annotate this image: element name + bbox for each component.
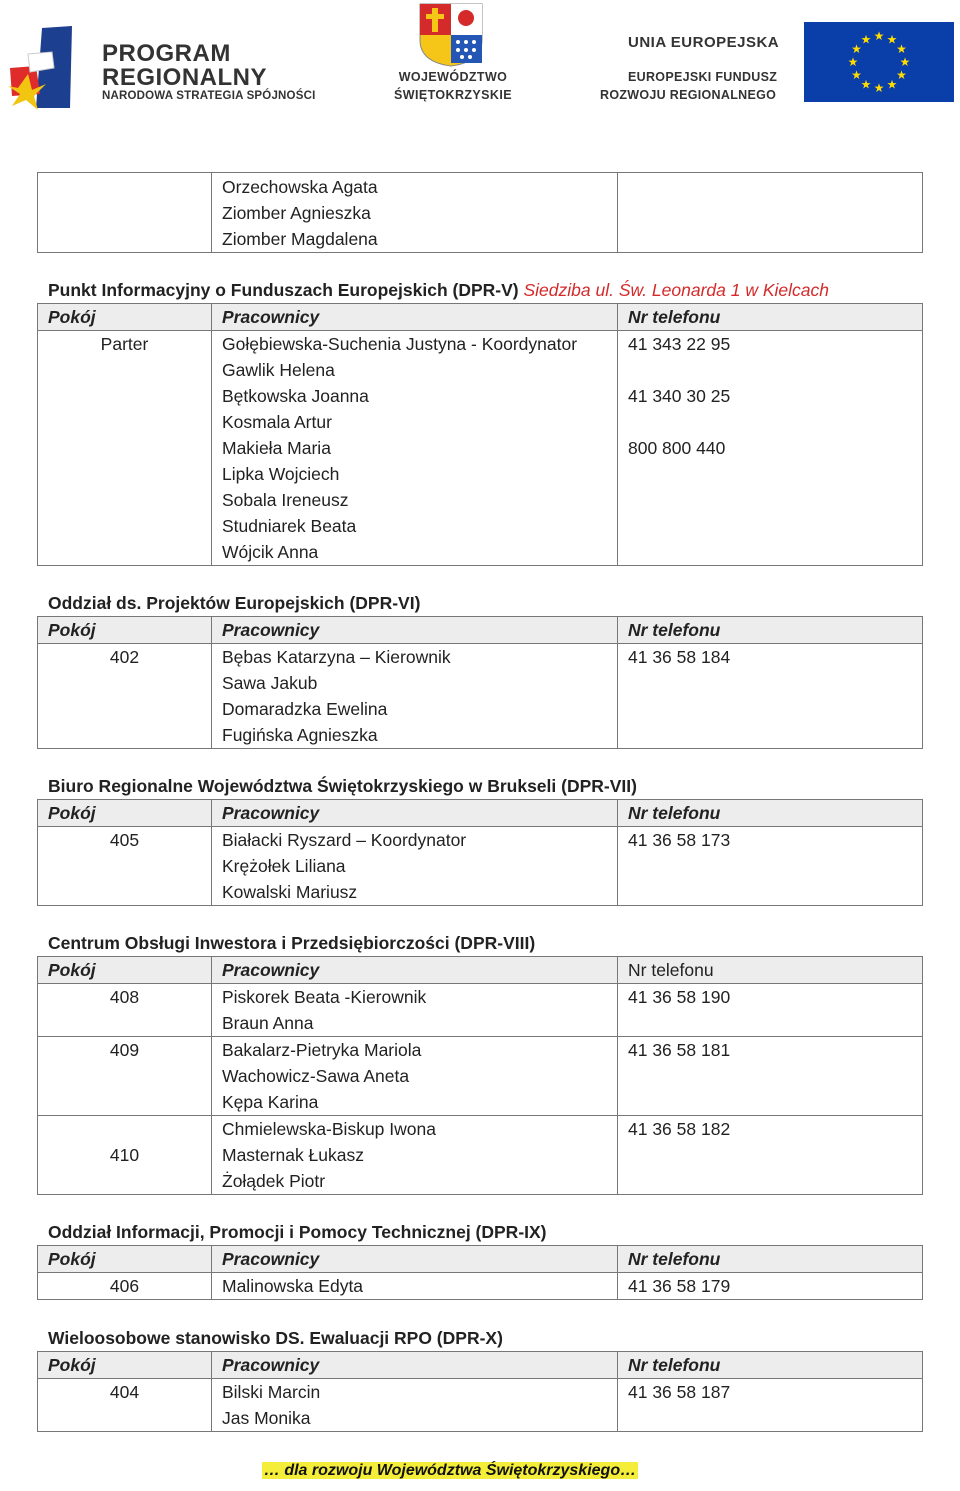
section-title-dpr-vi: Oddział ds. Projektów Europejskich (DPR-VI) [48,593,421,613]
table-row [38,1273,923,1300]
table-dpr-ix [37,1245,923,1300]
staff-name: Fugińska Agnieszka [222,725,378,745]
room-cell: 409 [38,1037,212,1116]
table-header-row [38,1352,923,1379]
section-title-dpr-x: Wieloosobowe stanowisko DS. Ewaluacji RPO (DPR-X) [48,1328,503,1348]
staff-cell [212,1037,618,1116]
phone-cell [618,173,923,253]
staff-cell [212,1116,618,1195]
phone-cell: 41 36 58 190 [618,984,923,1037]
phone-cell [618,331,923,566]
program-logo-line2: REGIONALNY [102,64,268,91]
region-logo-line1: WOJEWÓDZTWO [398,70,508,84]
staff-name: Kosmala Artur [222,412,332,432]
eu-star-icon: ★ [896,68,907,82]
phone-number: 800 800 440 [628,438,726,458]
table-dpr-v [37,303,923,566]
table-dpr-vi [37,616,923,749]
staff-cell [212,173,618,253]
staff-name: Chmielewska-Biskup Iwona [222,1119,436,1139]
staff-cell [212,984,618,1037]
staff-name: Orzechowska Agata [222,177,378,197]
staff-cell [212,331,618,566]
header-staff: Pracownicy [212,800,618,827]
section-title-dpr-v [48,277,829,303]
staff-name: Białacki Ryszard – Koordynator [222,830,467,850]
eu-logo-line1: UNIA EUROPEJSKA [628,34,780,51]
staff-name: Bętkowska Joanna [222,386,369,406]
table-row [38,173,923,253]
header-staff: Pracownicy [212,1352,618,1379]
header-room: Pokój [38,304,212,331]
phone-cell: 41 36 58 187 [618,1379,923,1432]
room-cell: 406 [38,1273,212,1300]
staff-name: Braun Anna [222,1013,314,1033]
header-staff: Pracownicy [212,304,618,331]
header-room: Pokój [38,800,212,827]
room-cell: 410 [38,1116,212,1195]
program-logo-line3: NARODOWA STRATEGIA SPÓJNOŚCI [102,90,316,102]
eu-star-icon: ★ [873,81,885,95]
eu-flag-icon [804,22,954,102]
header-staff: Pracownicy [212,1246,618,1273]
staff-name: Żołądek Piotr [222,1171,326,1191]
staff-name: Wachowicz-Sawa Aneta [222,1066,410,1086]
eu-star-icon: ★ [860,77,872,92]
header-room: Pokój [38,617,212,644]
table-dpr-viii [37,956,923,1195]
eu-star-icon: ★ [873,29,885,43]
table-row [38,827,923,906]
table-row [38,1037,923,1116]
table-dpr-vii [37,799,923,906]
table-row [38,1379,923,1432]
table-row [38,1116,923,1195]
section-title-dpr-viii: Centrum Obsługi Inwestora i Przedsiębiorczości (DPR-VIII) [48,933,536,953]
table-dpr-x [37,1351,923,1432]
eu-logo [596,22,956,104]
eu-logo-line2: EUROPEJSKI FUNDUSZ [628,70,778,84]
staff-name: Bakalarz-Pietryka Mariola [222,1040,422,1060]
eu-star-icon: ★ [851,68,862,82]
eu-star-icon: ★ [886,77,898,92]
phone-cell: 41 36 58 184 [618,644,923,749]
phone-cell: 41 36 58 181 [618,1037,923,1116]
eu-star-icon: ★ [847,55,859,69]
program-logo-line1: PROGRAM [102,40,231,67]
header-room: Pokój [38,1246,212,1273]
eu-logo-line3: ROZWOJU REGIONALNEGO [600,88,777,102]
phone-number: 41 340 30 25 [628,386,731,406]
table-header-row [38,800,923,827]
eu-star-icon: ★ [886,32,898,47]
header-staff: Pracownicy [212,957,618,984]
staff-name: Masternak Łukasz [222,1145,365,1165]
table-header-row [38,957,923,984]
table-header-row [38,1246,923,1273]
header-staff: Pracownicy [212,617,618,644]
footer-slogan [0,1462,900,1480]
staff-name: Domaradzka Ewelina [222,699,388,719]
header-phone: Nr telefonu [618,617,923,644]
staff-name: Studniarek Beata [222,516,357,536]
table-row [38,331,923,566]
room-cell: 404 [38,1379,212,1432]
header-phone: Nr telefonu [618,1352,923,1379]
staff-name: Piskorek Beata -Kierownik [222,987,427,1007]
staff-name: Jas Monika [222,1408,311,1428]
section-title-dpr-ix: Oddział Informacji, Promocji i Pomocy Technicznej (DPR-IX) [48,1222,547,1242]
staff-name: Makieła Maria [222,438,331,458]
section-location-text: Siedziba ul. Św. Leonarda 1 w Kielcach [523,280,829,300]
staff-name: Gołębiewska-Suchenia Justyna - Koordynator [222,334,578,354]
staff-name: Sawa Jakub [222,673,318,693]
table-row [38,644,923,749]
footer-text: … dla rozwoju Województwa Świętokrzyskiego… [263,1462,637,1479]
staff-name: Lipka Wojciech [222,464,340,484]
room-cell: 405 [38,827,212,906]
header-phone: Nr telefonu [618,800,923,827]
phone-cell: 41 36 58 179 [618,1273,923,1300]
staff-cell [212,644,618,749]
eu-star-icon: ★ [899,55,911,69]
staff-name: Sobala Ireneusz [222,490,349,510]
staff-name: Krężołek Liliana [222,856,346,876]
program-regionalny-emblem-icon [6,24,96,110]
header-room: Pokój [38,957,212,984]
eu-star-icon: ★ [851,42,862,56]
table-row [38,984,923,1037]
section-title-dpr-vii: Biuro Regionalne Województwa Świętokrzyskiego w Brukseli (DPR-VII) [48,776,637,796]
program-regionalny-logo [6,24,336,110]
header-phone: Nr telefonu [618,957,923,984]
header-phone: Nr telefonu [618,304,923,331]
staff-name: Bilski Marcin [222,1382,321,1402]
room-cell [38,173,212,253]
staff-name: Bębas Katarzyna – Kierownik [222,647,451,667]
staff-name: Ziomber Magdalena [222,229,378,249]
eu-star-icon: ★ [860,32,872,47]
region-logo-line2: ŚWIĘTOKRZYSKIE [394,88,512,102]
phone-cell: 41 36 58 182 [618,1116,923,1195]
staff-name: Gawlik Helena [222,360,335,380]
table-header-row [38,617,923,644]
room-cell: 402 [38,644,212,749]
table-header-row [38,304,923,331]
header-room: Pokój [38,1352,212,1379]
staff-name: Ziomber Agnieszka [222,203,371,223]
phone-number: 41 343 22 95 [628,334,731,354]
header-phone: Nr telefonu [618,1246,923,1273]
staff-cell: Malinowska Edyta [212,1273,618,1300]
room-cell: 408 [38,984,212,1037]
coat-of-arms-icon [418,2,484,68]
staff-cell [212,827,618,906]
staff-name: Kowalski Mariusz [222,882,358,902]
room-cell: Parter [38,331,212,566]
eu-star-icon: ★ [896,42,907,56]
wojewodztwo-logo [388,2,518,106]
staff-name: Kępa Karina [222,1092,319,1112]
staff-name: Wójcik Anna [222,542,319,562]
table-continuation [37,172,923,253]
phone-cell: 41 36 58 173 [618,827,923,906]
section-title-text: Punkt Informacyjny o Funduszach Europejskich (DPR-V) [48,280,519,300]
staff-cell [212,1379,618,1432]
